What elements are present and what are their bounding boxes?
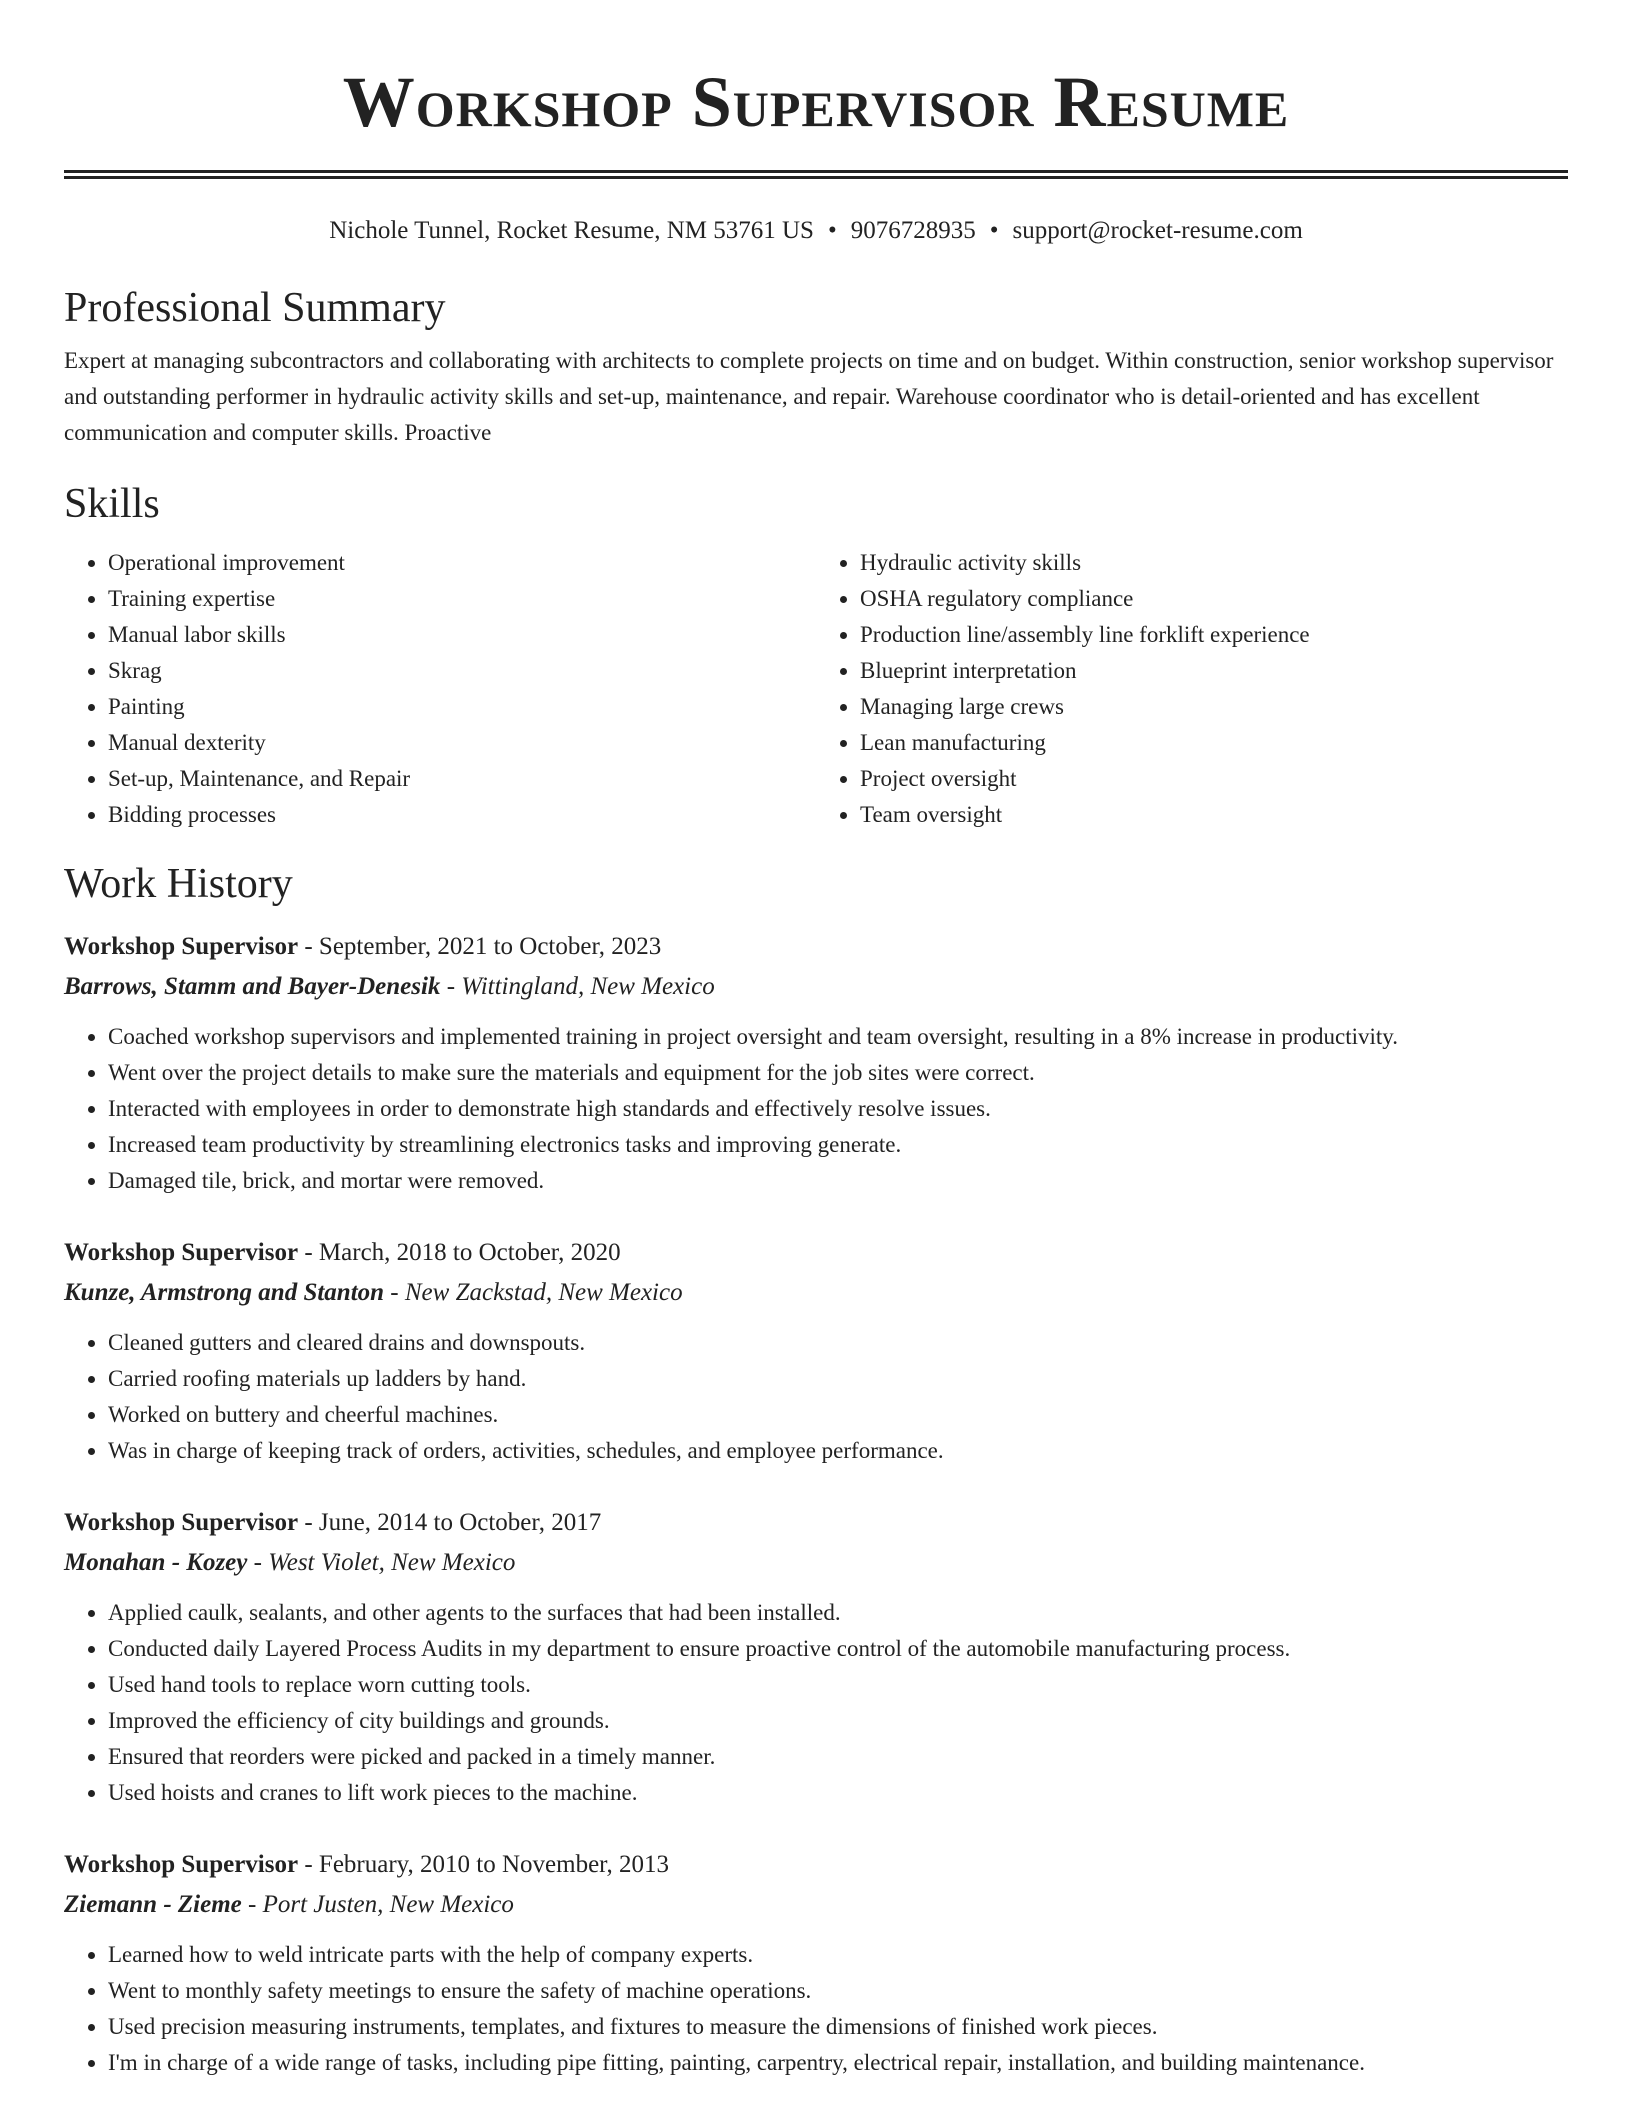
job-company: Barrows, Stamm and Bayer-Denesik [64,973,441,1000]
job-bullet: • Used hand tools to replace worn cutting tools. [108,1667,1568,1703]
job-entry [64,927,1568,1199]
job-bullet: • Ensured that reorders were picked and packed in a timely manner. [108,1739,1568,1775]
job-list [64,927,1568,2081]
skill-item: • Lean manufacturing [860,725,1568,761]
job-bullet: • Cleaned gutters and cleared drains and downspouts. [108,1325,1568,1361]
job-company: Ziemann - Zieme [64,1891,242,1918]
job-bullet: • Applied caulk, sealants, and other agents to the surfaces that had been installed. [108,1595,1568,1631]
skill-item: • Bidding processes [108,797,816,833]
job-bullet: • Damaged tile, brick, and mortar were removed. [108,1163,1568,1199]
job-dash: - [241,1891,263,1918]
job-bullet: • Used hoists and cranes to lift work pieces to the machine. [108,1775,1568,1811]
skills-heading: Skills [64,481,160,527]
job-location: New Zackstad, New Mexico [404,1279,683,1306]
job-bullet: • Was in charge of keeping track of orders, activities, schedules, and employee performance. [108,1433,1568,1469]
job-dash: - [440,973,462,1000]
job-dash: - [298,1851,319,1878]
job-entry [64,1503,1568,1811]
job-entry [64,1233,1568,1469]
resume-title: Workshop Supervisor Resume [342,62,1290,142]
job-title-line [64,1233,1568,1273]
job-dates: June, 2014 to October, 2017 [318,1509,602,1536]
skill-item: • Painting [108,689,816,725]
contact-address: Nichole Tunnel, Rocket Resume, NM 53761 US [329,217,814,244]
job-bullets [64,1325,1568,1469]
contact-separator: • [989,217,999,244]
job-role: Workshop Supervisor [64,1851,299,1878]
job-company: Monahan - Kozey [64,1549,248,1576]
job-bullet: • Went over the project details to make sure the materials and equipment for the job sites were correct. [108,1055,1568,1091]
skill-item: • Skrag [108,653,816,689]
job-company-line [64,1885,1568,1925]
skill-item: • Hydraulic activity skills [860,545,1568,581]
job-dates: February, 2010 to November, 2013 [318,1851,670,1878]
work-history-section [64,859,1568,2081]
skills-list-left [64,545,816,833]
skills-column-left [64,545,816,833]
job-bullet: • Conducted daily Layered Process Audits in my department to ensure proactive control of the automobile manufacturing process. [108,1631,1568,1667]
skill-item: • Project oversight [860,761,1568,797]
job-title-line [64,927,1568,967]
job-company-line [64,1543,1568,1583]
summary-text: Expert at managing subcontractors and collaborating with architects to complete projects on time and on budget. Within construction, senior workshop supervisor and outstanding performer in hydraulic activity skills and set-up, maintenance, and repair. Warehouse coordinator who is detail-oriented and has excellent communication and computer skills. Proactive [64,348,1554,445]
skill-item: • Production line/assembly line forklift experience [860,617,1568,653]
skills-column-right [816,545,1568,833]
contact-phone: 9076728935 [850,217,976,244]
skill-item: • Managing large crews [860,689,1568,725]
job-bullets [64,1937,1568,2081]
job-dash: - [298,1509,319,1536]
summary-heading: Professional Summary [64,285,446,331]
job-bullet: • Interacted with employees in order to demonstrate high standards and effectively resolve issues. [108,1091,1568,1127]
skills-grid [64,545,1568,833]
job-role: Workshop Supervisor [64,1239,299,1266]
job-bullet: • Went to monthly safety meetings to ensure the safety of machine operations. [108,1973,1568,2009]
job-bullet: • Improved the efficiency of city buildings and grounds. [108,1703,1568,1739]
contact-separator: • [827,217,837,244]
job-role: Workshop Supervisor [64,1509,299,1536]
job-company-line [64,1273,1568,1313]
skill-item: • Team oversight [860,797,1568,833]
job-entry [64,1845,1568,2081]
job-bullet: • Worked on buttery and cheerful machines. [108,1397,1568,1433]
job-dash: - [384,1279,405,1306]
job-dash: - [247,1549,269,1576]
contact-line [64,215,1568,247]
job-bullet: • Increased team productivity by streamlining electronics tasks and improving generate. [108,1127,1568,1163]
skill-item: • Set-up, Maintenance, and Repair [108,761,816,797]
job-location: Port Justen, New Mexico [262,1891,514,1918]
skill-item: • Training expertise [108,581,816,617]
skill-item: • Manual dexterity [108,725,816,761]
job-company: Kunze, Armstrong and Stanton [64,1279,385,1306]
job-dash: - [298,1239,319,1266]
job-company-line [64,967,1568,1007]
skill-item: • Manual labor skills [108,617,816,653]
job-location: Wittingland, New Mexico [461,973,715,1000]
skills-list-right [816,545,1568,833]
job-bullet: • Used precision measuring instruments, templates, and fixtures to measure the dimensions of finished work pieces. [108,2009,1568,2045]
title-divider [64,170,1568,179]
job-bullet: • Coached workshop supervisors and implemented training in project oversight and team oversight, resulting in a 8% increase in productivity. [108,1019,1568,1055]
skill-item: • Operational improvement [108,545,816,581]
job-bullet: • Carried roofing materials up ladders by hand. [108,1361,1568,1397]
job-role: Workshop Supervisor [64,933,299,960]
job-title-line [64,1845,1568,1885]
summary-section [64,283,1568,451]
job-bullets [64,1595,1568,1811]
job-bullet: • Learned how to weld intricate parts with the help of company experts. [108,1937,1568,1973]
skill-item: • Blueprint interpretation [860,653,1568,689]
job-dates: March, 2018 to October, 2020 [318,1239,621,1266]
job-dash: - [298,933,319,960]
job-location: West Violet, New Mexico [268,1549,516,1576]
contact-email: support@rocket-resume.com [1012,217,1303,244]
skills-section [64,479,1568,833]
job-title-line [64,1503,1568,1543]
job-bullet: • I'm in charge of a wide range of tasks, including pipe fitting, painting, carpentry, electrical repair, installation, and building maintenance. [108,2045,1568,2081]
job-bullets [64,1019,1568,1199]
work-history-heading: Work History [64,861,293,907]
skill-item: • OSHA regulatory compliance [860,581,1568,617]
job-dates: September, 2021 to October, 2023 [318,933,662,960]
